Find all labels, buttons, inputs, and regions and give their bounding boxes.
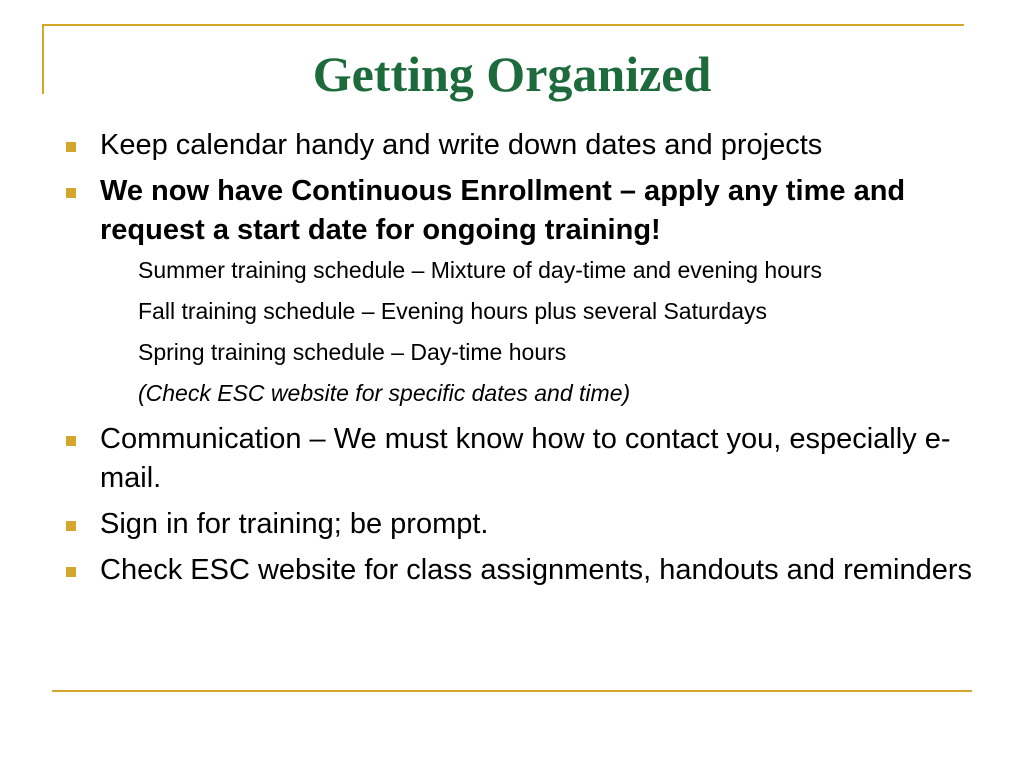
bullet-text: Sign in for training; be prompt. — [100, 508, 489, 540]
square-bullet-icon — [66, 521, 76, 531]
bullet-text: Keep calendar handy and write down dates and projects — [100, 129, 823, 161]
sub-item-fall: Fall training schedule – Evening hours plus several Saturdays — [138, 298, 768, 324]
bullet-item-enrollment — [62, 172, 982, 250]
sub-item-note: (Check ESC website for specific dates and time) — [138, 380, 631, 406]
square-bullet-icon — [66, 188, 76, 198]
sub-item-spring: Spring training schedule – Day-time hours — [138, 339, 567, 365]
square-bullet-icon — [66, 142, 76, 152]
bullet-item-website — [62, 551, 982, 590]
slide-body — [62, 126, 982, 597]
square-bullet-icon — [66, 567, 76, 577]
bullet-item-communication — [62, 420, 982, 498]
bullet-text: Communication – We must know how to contact you, especially e-mail. — [100, 423, 951, 494]
bullet-text: We now have Continuous Enrollment – apply any time and request a start date for ongoing training! — [100, 175, 906, 246]
bullet-text: Check ESC website for class assignments, handouts and reminders — [100, 554, 973, 586]
square-bullet-icon — [66, 436, 76, 446]
frame-top-rule — [42, 24, 964, 26]
frame-bottom-rule — [52, 690, 972, 692]
sub-item-summer: Summer training schedule – Mixture of day-time and evening hours — [138, 257, 822, 283]
bullet-item-sign-in — [62, 505, 982, 544]
slide-title: Getting Organized — [312, 46, 712, 102]
schedule-sub-list — [62, 254, 982, 410]
bullet-item-calendar — [62, 126, 982, 165]
